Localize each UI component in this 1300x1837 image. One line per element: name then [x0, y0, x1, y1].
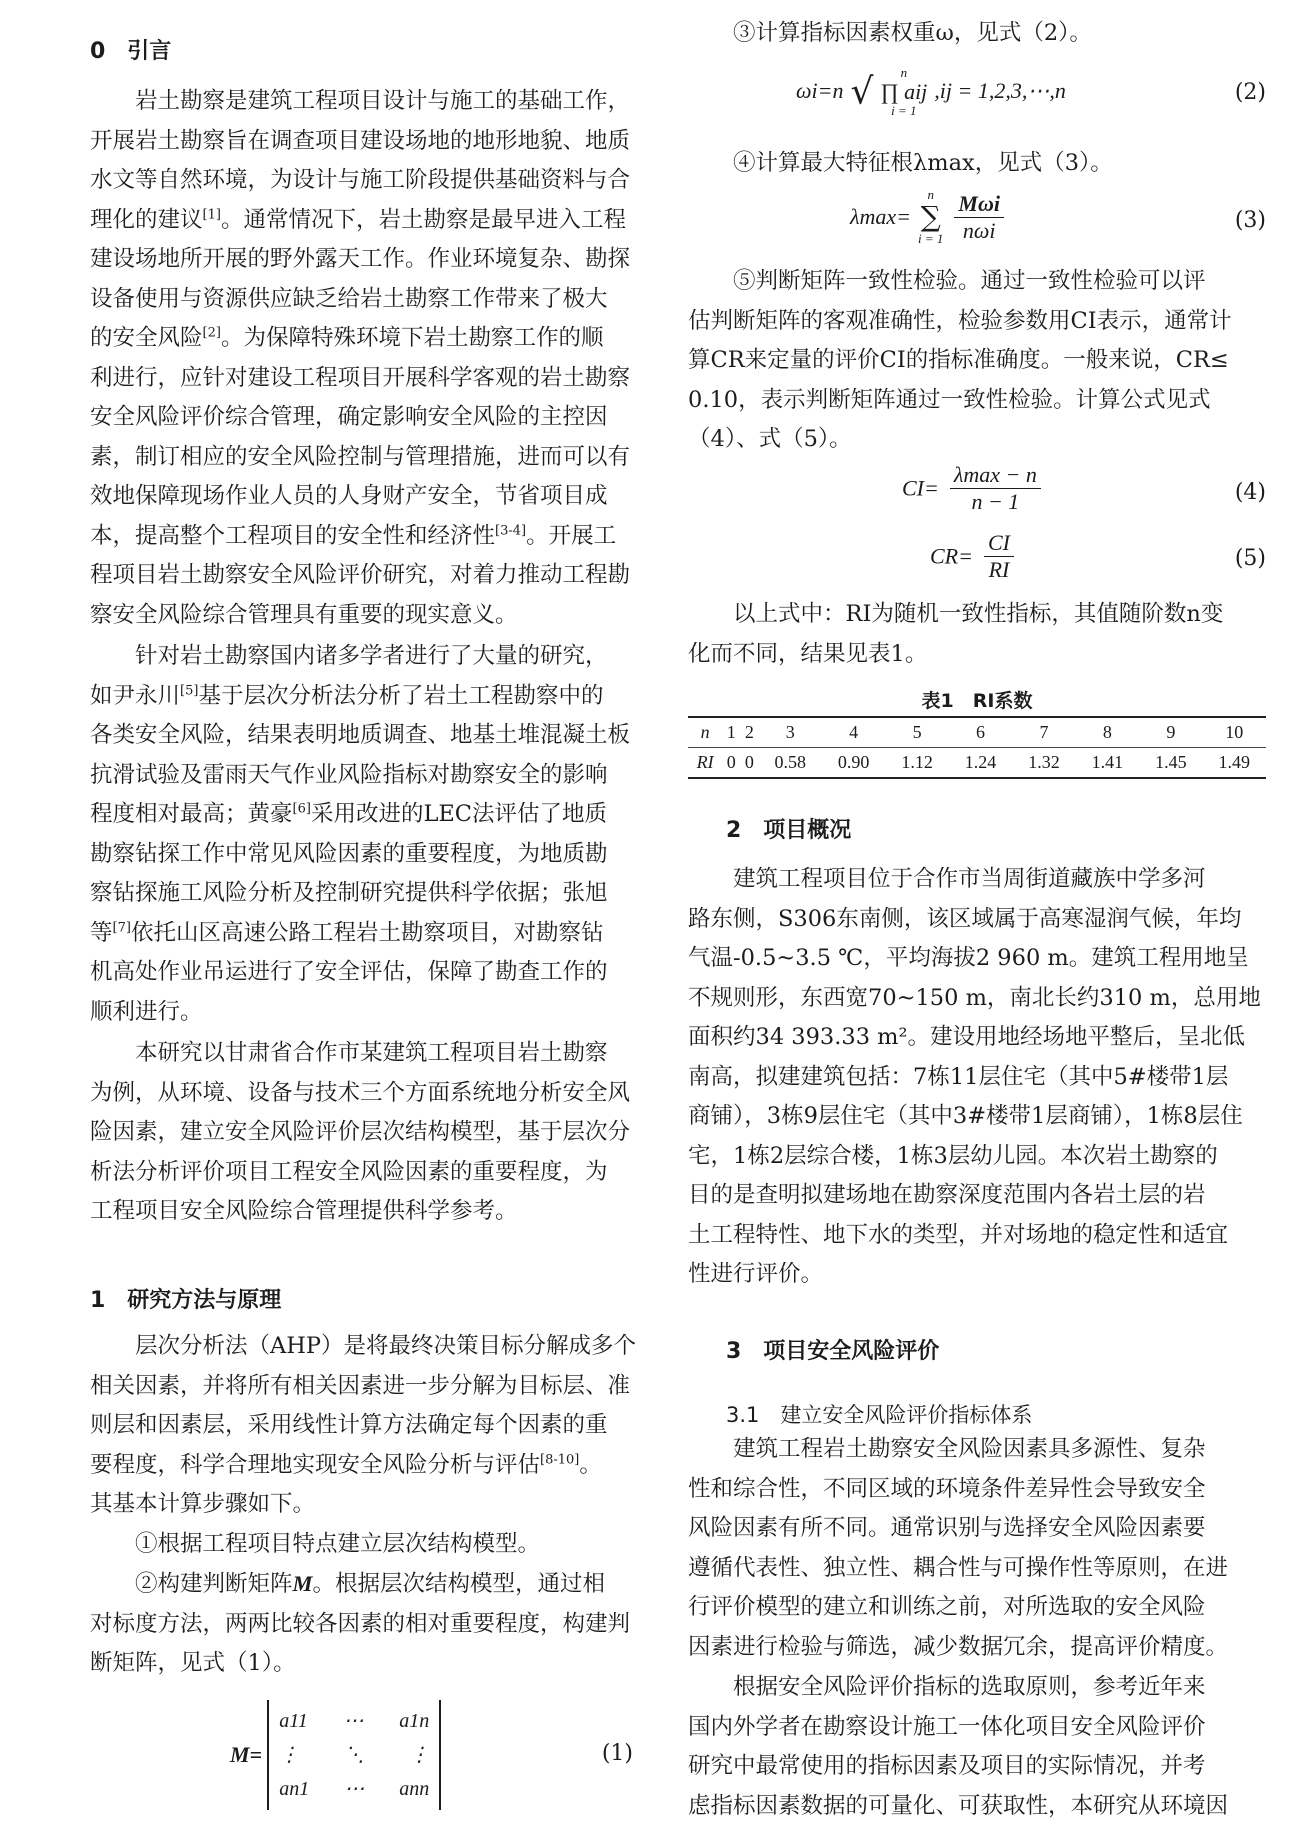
- equation-lhs: CI=: [902, 475, 939, 501]
- equation-rest: ,ij = 1,2,3,⋯,n: [934, 78, 1066, 103]
- text-line: 行评价模型的建立和训练之前，对所选取的安全风险: [688, 1594, 1206, 1620]
- sum-limits: n ∑ i = 1: [918, 187, 944, 246]
- step-4: ④计算最大特征根λmax，见式（3）。: [733, 150, 1113, 176]
- section-1-title: 1 研究方法与原理: [90, 1288, 282, 1313]
- table-cell: 5: [885, 717, 948, 748]
- intro-paragraph-3: [90, 1034, 633, 1232]
- text-line: 察安全风险综合管理具有重要的现实意义。: [90, 601, 518, 628]
- table-cell: 0: [722, 748, 740, 779]
- text-line: 因素进行检验与筛选，减少数据冗余，提高评价精度。: [688, 1633, 1229, 1660]
- equation-number: (2): [1234, 80, 1266, 105]
- product-limits: n ∏ aij i = 1: [880, 65, 928, 118]
- text-line: 为例，从环境、设备与技术三个方面系统地分析安全风: [90, 1079, 631, 1106]
- equation-number: (5): [1234, 546, 1266, 571]
- matrix-cell: an1: [279, 1778, 310, 1800]
- matrix-cell: ⋯: [344, 1778, 365, 1800]
- text-line: 不规则形，东西宽70~150 m，南北长约310 m，总用地: [688, 984, 1261, 1011]
- text-line: 各类安全风险，结果表明地质调查、地基土堆混凝土板: [90, 722, 631, 748]
- table-cell: 1.32: [1012, 748, 1075, 779]
- table-cell: 1: [722, 717, 740, 748]
- text-line: 要程度，科学合理地实现安全风险分析与评估[8-10]。: [90, 1451, 602, 1478]
- section-0-title: 0 引言: [90, 39, 172, 64]
- text-line: 面积约34 393.33 m²。建设用地经场地平整后，呈北低: [688, 1024, 1246, 1050]
- text-line: 安全风险评价综合管理，确定影响安全风险的主控因: [90, 404, 608, 430]
- table-cell: 4: [822, 717, 885, 748]
- table-cell: 1.49: [1203, 748, 1266, 779]
- table-cell: 7: [1012, 717, 1075, 748]
- root-sign: √: [850, 71, 874, 113]
- step-5: [688, 262, 1266, 460]
- table-cell: 1.41: [1076, 748, 1139, 779]
- text-line: 气温-0.5~3.5 ℃，平均海拔2 960 m。建筑工程用地呈: [688, 945, 1249, 971]
- table-cell: 2: [740, 717, 758, 748]
- text-line: 程度相对最高；黄豪[6]采用改进的LEC法评估了地质: [90, 801, 608, 827]
- equation-lhs: M=: [230, 1742, 263, 1767]
- indicator-paragraph-1: [688, 1430, 1266, 1667]
- table-cell: 3: [758, 717, 821, 748]
- table-cell: 9: [1139, 717, 1202, 748]
- text-line: 0.10，表示判断矩阵通过一致性检验。计算公式见式: [688, 386, 1211, 413]
- text-line: 建筑工程岩土勘察安全风险因素具多源性、复杂: [733, 1436, 1206, 1462]
- text-line: 本研究以甘肃省合作市某建筑工程项目岩土勘察: [135, 1040, 608, 1066]
- indicator-paragraph-2: [688, 1668, 1266, 1826]
- table-cell: 1.45: [1139, 748, 1202, 779]
- equation-lhs: λmax=: [850, 204, 912, 229]
- text-line: 针对岩土勘察国内诸多学者进行了大量的研究，: [135, 643, 608, 669]
- text-line: 工程项目安全风险综合管理提供科学参考。: [90, 1198, 518, 1224]
- table-cell: 10: [1203, 717, 1266, 748]
- equation-1: [230, 1700, 441, 1810]
- text-line: 等[7]依托山区高速公路工程岩土勘察项目，对勘察钻: [90, 919, 604, 946]
- citation[interactable]: [7]: [112, 920, 131, 935]
- after-equations-text: [688, 595, 1266, 674]
- text-line: 以上式中：RI为随机一致性指标，其值随阶数n变: [733, 601, 1224, 627]
- text-line: ⑤判断矩阵一致性检验。通过一致性检验可以评: [733, 268, 1206, 294]
- text-line: 水文等自然环境，为设计与施工阶段提供基础资料与合: [90, 167, 631, 193]
- text-line: 宅，1栋2层综合楼，1栋3层幼儿园。本次岩土勘察的: [688, 1142, 1218, 1169]
- intro-paragraph-1: [90, 82, 633, 635]
- text-line: 对标度方法，两两比较各因素的相对重要程度，构建判: [90, 1610, 631, 1637]
- equation-2: [796, 66, 1066, 118]
- text-line: 理化的建议[1]。通常情况下，岩土勘察是最早进入工程: [90, 206, 626, 233]
- text-line: 南高，拟建建筑包括：7栋11层住宅（其中5#楼带1层: [688, 1063, 1229, 1090]
- table-cell: 1.24: [949, 748, 1012, 779]
- citation[interactable]: [5]: [180, 683, 199, 698]
- equation-number: (1): [601, 1741, 633, 1766]
- matrix-cell: ⋱: [344, 1744, 365, 1766]
- text-line: 利进行，应针对建设工程项目开展科学客观的岩土勘察: [90, 364, 631, 391]
- subsection-3-1-title: 3.1 建立安全风险评价指标体系: [726, 1403, 1033, 1427]
- table-cell: 0.58: [758, 748, 821, 779]
- table-cell: 8: [1076, 717, 1139, 748]
- text-line: 目的是查明拟建场地在勘察深度范围内各岩土层的岩: [688, 1182, 1206, 1208]
- text-line: 算CR来定量的评价CI的指标准确度。一般来说，CR≤: [688, 347, 1229, 373]
- text-line: 性进行评价。: [688, 1261, 824, 1287]
- section-2-title: 2 项目概况: [726, 818, 852, 843]
- text-line: 本，提高整个工程项目的安全性和经济性[3-4]。开展工: [90, 522, 617, 549]
- text-line: 勘察钻探工作中常见风险因素的重要程度，为地质勘: [90, 840, 608, 867]
- table-cell: n: [688, 717, 722, 748]
- text-line: 遵循代表性、独立性、耦合性与可操作性等原则，在进: [688, 1554, 1229, 1581]
- citation[interactable]: [8-10]: [540, 1452, 580, 1467]
- text-line: 顺利进行。: [90, 998, 203, 1025]
- text-line: 抗滑试验及雷雨天气作业风险指标对勘察安全的影响: [90, 761, 608, 788]
- equation-4: [902, 462, 1045, 515]
- text-line: 根据安全风险评价指标的选取原则，参考近年来: [733, 1674, 1206, 1700]
- matrix-cell: ⋮: [409, 1744, 430, 1766]
- text-line: 路东侧，S306东南侧，该区域属于高寒湿润气候，年均: [688, 905, 1242, 932]
- equation-3: [850, 188, 1008, 246]
- table-header-row: [688, 717, 1266, 748]
- text-line: 商铺），3栋9层住宅（其中3#楼带1层商铺），1栋8层住: [688, 1103, 1243, 1129]
- citation[interactable]: [2]: [202, 325, 221, 341]
- step-1: ①根据工程项目特点建立层次结构模型。: [135, 1530, 541, 1557]
- ri-table: [688, 716, 1266, 779]
- text-line: 险因素，建立安全风险评价层次结构模型，基于层次分: [90, 1119, 631, 1145]
- equation-lhs: ωi=n: [796, 78, 844, 103]
- text-line: 断矩阵，见式（1）。: [90, 1650, 296, 1676]
- matrix: [267, 1700, 441, 1810]
- table-cell: RI: [688, 748, 722, 779]
- text-line: 则层和因素层，采用线性计算方法确定每个因素的重: [90, 1412, 608, 1438]
- fraction: $\frac{\text{Mωi}}{\text{nωi}}$: [954, 191, 1004, 244]
- fraction: $\frac{\lambda\max - n}{n - 1}$: [950, 462, 1041, 515]
- fraction: $\frac{CI}{RI}$: [984, 530, 1014, 583]
- table-cell: 0: [740, 748, 758, 779]
- matrix-cell: a11: [279, 1710, 308, 1732]
- table-cell: 6: [949, 717, 1012, 748]
- text-line: 其基本计算步骤如下。: [90, 1491, 316, 1517]
- text-line: 建筑工程项目位于合作市当周街道藏族中学多河: [733, 866, 1206, 892]
- text-line: 国内外学者在勘察设计施工一体化项目安全风险评价: [688, 1713, 1206, 1740]
- step-3: ③计算指标因素权重ω，见式（2）。: [733, 20, 1092, 46]
- text-line: 建设场地所开展的野外露天工作。作业环境复杂、勘探: [90, 246, 631, 272]
- text-line: 素，制订相应的安全风险控制与管理措施，进而可以有: [90, 443, 631, 470]
- text-line: 研究中最常使用的指标因素及项目的实际情况，并考: [688, 1753, 1206, 1779]
- table-title: 表1 RI系数: [921, 690, 1033, 712]
- text-line: 开展岩土勘察旨在调查项目建设场地的地形地貌、地质: [90, 127, 631, 154]
- matrix-cell: ⋯: [343, 1710, 364, 1732]
- equation-number: (4): [1234, 480, 1266, 505]
- text-line: 效地保障现场作业人员的人身财产安全，节省项目成: [90, 483, 608, 509]
- text-line: 性和综合性，不同区域的环境条件差异性会导致安全: [688, 1475, 1206, 1502]
- citation[interactable]: [6]: [292, 801, 311, 817]
- table-cell: 1.12: [885, 748, 948, 779]
- matrix-cell: ann: [399, 1778, 430, 1800]
- matrix-cell: a1n: [399, 1710, 430, 1732]
- citation[interactable]: [1]: [202, 207, 221, 222]
- equation-lhs: CR=: [930, 543, 973, 569]
- text-line: 析法分析评价项目工程安全风险因素的重要程度，为: [90, 1158, 608, 1185]
- text-line: 察钻探施工风险分析及控制研究提供科学依据；张旭: [90, 880, 608, 906]
- text-line: 虑指标因素数据的可量化、可获取性，本研究从环境因: [688, 1792, 1229, 1819]
- text-line: 机高处作业吊运进行了安全评估，保障了勘查工作的: [90, 959, 608, 985]
- equation-number: (3): [1234, 208, 1266, 233]
- text-line: 层次分析法（AHP）是将最终决策目标分解成多个: [135, 1333, 637, 1359]
- section-3-title: 3 项目安全风险评价: [726, 1339, 940, 1364]
- text-line: 如尹永川[5]基于层次分析法分析了岩土工程勘察中的: [90, 682, 604, 709]
- text-line: 设备使用与资源供应缺乏给岩土勘察工作带来了极大: [90, 285, 608, 312]
- text-line: （4）、式（5）。: [688, 426, 852, 452]
- text-line: 岩土勘察是建筑工程项目设计与施工的基础工作，: [135, 88, 631, 114]
- text-line: 化而不同，结果见表1。: [688, 640, 928, 667]
- method-paragraph: [90, 1327, 637, 1684]
- step-2: ②构建判断矩阵M。根据层次结构模型，通过相: [135, 1571, 606, 1597]
- text-line: 相关因素，并将所有相关因素进一步分解为目标层、准: [90, 1372, 631, 1399]
- project-overview-paragraph: [688, 860, 1266, 1295]
- text-line: 程项目岩土勘察安全风险评价研究，对着力推动工程勘: [90, 562, 631, 588]
- matrix-cell: ⋮: [279, 1744, 300, 1766]
- text-line: 风险因素有所不同。通常识别与选择安全风险因素要: [688, 1515, 1206, 1541]
- equation-5: [930, 530, 1018, 583]
- text-line: 土工程特性、地下水的类型，并对场地的稳定性和适宜: [688, 1221, 1229, 1248]
- table-row: [688, 748, 1266, 779]
- text-line: 的安全风险[2]。为保障特殊环境下岩土勘察工作的顺: [90, 325, 604, 351]
- citation[interactable]: [3-4]: [495, 523, 527, 538]
- table-cell: 0.90: [822, 748, 885, 779]
- intro-paragraph-2: [90, 637, 633, 1032]
- text-line: 估判断矩阵的客观准确性，检验参数用CI表示，通常计: [688, 307, 1232, 334]
